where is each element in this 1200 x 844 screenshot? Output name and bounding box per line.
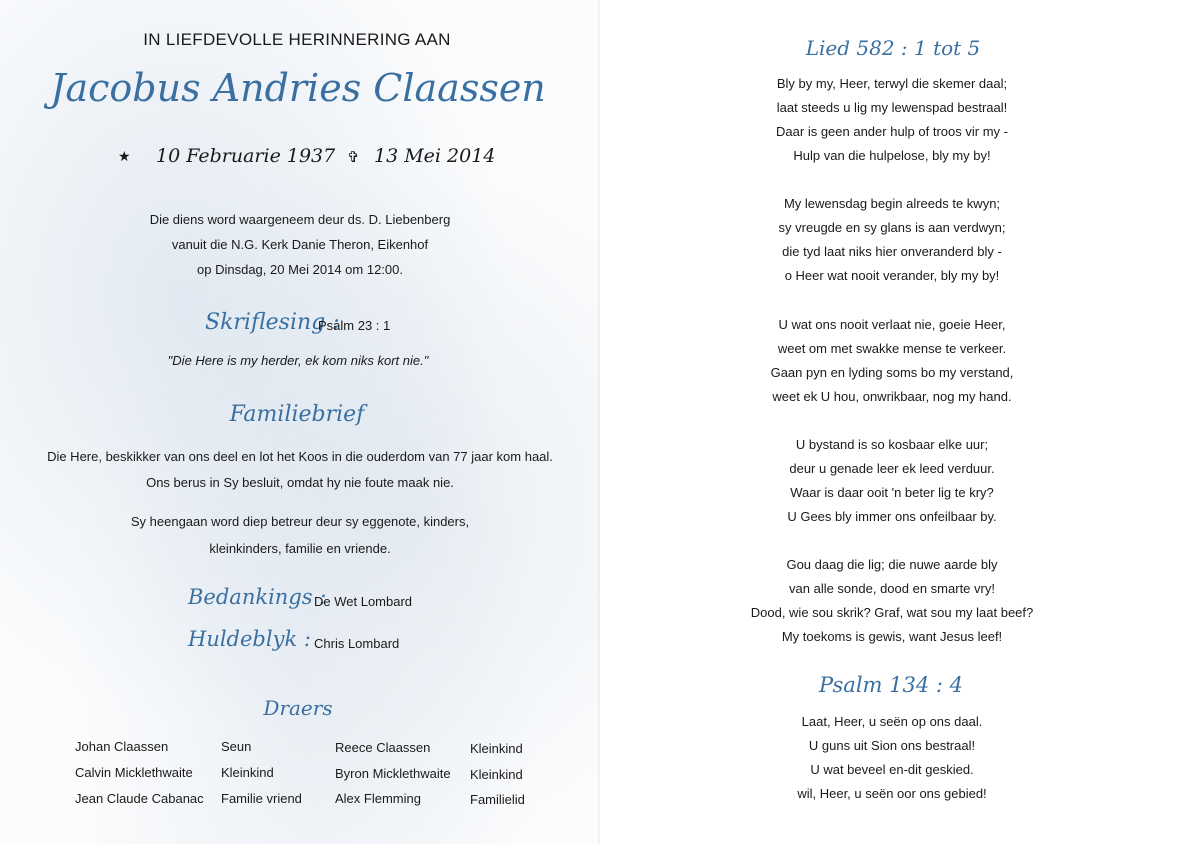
bearer-name: Alex Flemming	[335, 791, 421, 806]
bearer-name: Johan Claassen	[75, 739, 169, 754]
hymn-stanza	[592, 553, 1192, 649]
verse-line: Bly by my, Heer, terwyl die skemer daal;	[776, 76, 1008, 91]
reading-label: Skriflesing :	[205, 310, 340, 335]
bearer-relation: Familie vriend	[221, 791, 302, 806]
hymn-stanza	[592, 313, 1192, 409]
bearer-name: Jean Claude Cabanac	[75, 791, 204, 806]
tribute-name: Chris Lombard	[314, 636, 400, 651]
verse-line: U guns uit Sion ons bestraal!	[808, 738, 976, 753]
service-line: vanuit die N.G. Kerk Danie Theron, Eikenhof	[171, 237, 429, 252]
verse-line: My lewensdag begin alreeds te kwyn;	[783, 196, 1001, 211]
verse-line: Gou daag die lig; die nuwe aarde bly	[786, 557, 998, 572]
birth-star-icon: ★	[118, 148, 131, 164]
hymn-stanza	[592, 72, 1192, 168]
hymn-title: Lied 582 : 1 tot 5	[805, 36, 981, 60]
verse-line: die tyd laat niks hier onveranderd bly -	[782, 244, 1002, 259]
bearer-relation: Familielid	[470, 792, 525, 807]
verse-line: o Heer wat nooit verander, bly my by!	[784, 268, 1000, 283]
bearer-name: Calvin Micklethwaite	[75, 765, 193, 780]
verse-line: My toekoms is gewis, want Jesus leef!	[781, 629, 1003, 644]
hymn-stanza	[592, 192, 1192, 288]
tribute-label: Huldeblyk :	[188, 627, 311, 651]
bearer-relation: Seun	[221, 739, 252, 754]
reading-quote: "Die Here is my herder, ek kom niks kort nie."	[167, 353, 429, 368]
verse-line: laat steeds u lig my lewenspad bestraal!	[776, 100, 1008, 115]
bearer-relation: Kleinkind	[470, 741, 523, 756]
deceased-name: Jacobus Andries Claassen	[50, 66, 546, 110]
reading-reference: Psalm 23 : 1	[318, 318, 391, 333]
bearer-relation: Kleinkind	[221, 765, 274, 780]
verse-line: Gaan pyn en lyding soms bo my verstand,	[770, 365, 1014, 380]
thanks-name: De Wet Lombard	[314, 594, 413, 609]
memorial-heading: IN LIEFDEVOLLE HERINNERING AAN	[143, 30, 451, 49]
bearer-relation: Kleinkind	[470, 767, 523, 782]
verse-line: weet om met swakke mense te verkeer.	[777, 341, 1007, 356]
verse-line: Dood, wie sou skrik? Graf, wat sou my laat beef?	[750, 605, 1034, 620]
verse-line: sy vreugde en sy glans is aan verdwyn;	[778, 220, 1006, 235]
hymn-stanza	[592, 433, 1192, 529]
verse-line: Hulp van die hulpelose, bly my by!	[793, 148, 991, 163]
family-letter-title: Familiebrief	[229, 402, 365, 427]
death-date: 13 Mei 2014	[374, 145, 496, 167]
verse-line: van alle sonde, dood en smarte vry!	[789, 581, 995, 596]
thanks-label: Bedankings :	[188, 585, 327, 609]
bearer-name: Byron Micklethwaite	[335, 766, 451, 781]
psalm-verse	[592, 710, 1192, 806]
verse-line: weet ek U hou, onwrikbaar, nog my hand.	[772, 389, 1012, 404]
right-page	[600, 0, 1200, 844]
service-line: Die diens word waargeneem deur ds. D. Liebenberg	[149, 212, 451, 227]
verse-line: Laat, Heer, u seën op ons daal.	[801, 714, 983, 729]
verse-line: U wat ons nooit verlaat nie, goeie Heer,	[778, 317, 1006, 332]
verse-line: U Gees bly immer ons onfeilbaar by.	[787, 509, 997, 524]
psalm-title: Psalm 134 : 4	[818, 673, 964, 697]
family-letter	[0, 444, 600, 496]
letter-line: Die Here, beskikker van ons deel en lot het Koos in die ouderdom van 77 jaar kom haal.	[47, 449, 553, 464]
cross-icon: ✞	[347, 149, 360, 166]
letter-line: kleinkinders, familie en vriende.	[209, 541, 391, 556]
bearer-name: Reece Claassen	[335, 740, 431, 755]
verse-line: wil, Heer, u seën oor ons gebied!	[797, 786, 987, 801]
letter-line: Ons berus in Sy besluit, omdat hy nie foute maak nie.	[146, 475, 454, 490]
verse-line: U bystand is so kosbaar elke uur;	[795, 437, 989, 452]
letter-line: Sy heengaan word diep betreur deur sy eggenote, kinders,	[130, 514, 470, 529]
verse-line: deur u genade leer ek leed verduur.	[789, 461, 995, 476]
service-line: op Dinsdag, 20 Mei 2014 om 12:00.	[197, 262, 403, 277]
service-details	[0, 207, 600, 282]
bearers-title: Draers	[263, 696, 333, 720]
birth-date: 10 Februarie 1937	[156, 145, 336, 167]
verse-line: Waar is daar ooit 'n beter lig te kry?	[790, 485, 994, 500]
verse-line: U wat beveel en-dit geskied.	[810, 762, 974, 777]
family-letter-continued	[0, 508, 600, 562]
verse-line: Daar is geen ander hulp of troos vir my -	[776, 124, 1008, 139]
